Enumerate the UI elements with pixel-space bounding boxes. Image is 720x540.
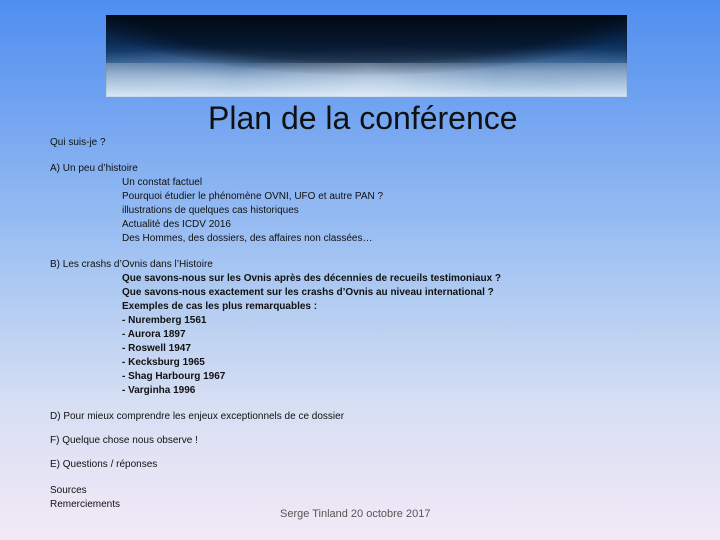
earth-horizon-image	[106, 15, 627, 97]
agenda-section-a: A) Un peu d’histoire	[50, 163, 138, 174]
agenda-case-item: - Aurora 1897	[122, 329, 186, 340]
agenda-case-item: - Kecksburg 1965	[122, 357, 205, 368]
agenda-section-b: B) Les crashs d’Ovnis dans l’Histoire	[50, 259, 213, 270]
agenda-section-d: D) Pour mieux comprendre les enjeux exceptionnels de ce dossier	[50, 411, 345, 422]
agenda-section-b-item: Que savons-nous sur les Ovnis après des décennies de recueils testimoniaux ?	[122, 273, 502, 284]
agenda-intro: Qui suis-je ?	[50, 137, 106, 148]
agenda-case-item: - Roswell 1947	[122, 343, 191, 354]
agenda-section-f: F) Quelque chose nous observe !	[50, 435, 198, 446]
agenda-section-a-item: illustrations de quelques cas historiques	[122, 205, 299, 216]
footer-author-date: Serge Tinland 20 octobre 2017	[280, 508, 431, 520]
agenda-case-item: - Shag Harbourg 1967	[122, 371, 226, 382]
agenda-section-b-item: Que savons-nous exactement sur les crashs d’Ovnis au niveau international ?	[122, 287, 494, 298]
agenda-section-a-item: Pourquoi étudier le phénomène OVNI, UFO et autre PAN ?	[122, 191, 384, 202]
agenda-section-a-item: Un constat factuel	[122, 177, 203, 188]
agenda-case-item: - Varginha 1996	[122, 385, 196, 396]
agenda-section-a-item: Actualité des ICDV 2016	[122, 219, 231, 230]
agenda-case-item: - Nuremberg 1561	[122, 315, 207, 326]
agenda-thanks: Remerciements	[50, 499, 121, 510]
agenda-section-b-item: Exemples de cas les plus remarquables :	[122, 301, 318, 312]
agenda-section-a-item: Des Hommes, des dossiers, des affaires non classées…	[122, 233, 373, 244]
agenda-section-e: E) Questions / réponses	[50, 459, 158, 470]
agenda-list	[50, 136, 670, 512]
agenda-sources: Sources	[50, 485, 87, 496]
page-title: Plan de la conférence	[208, 100, 518, 136]
